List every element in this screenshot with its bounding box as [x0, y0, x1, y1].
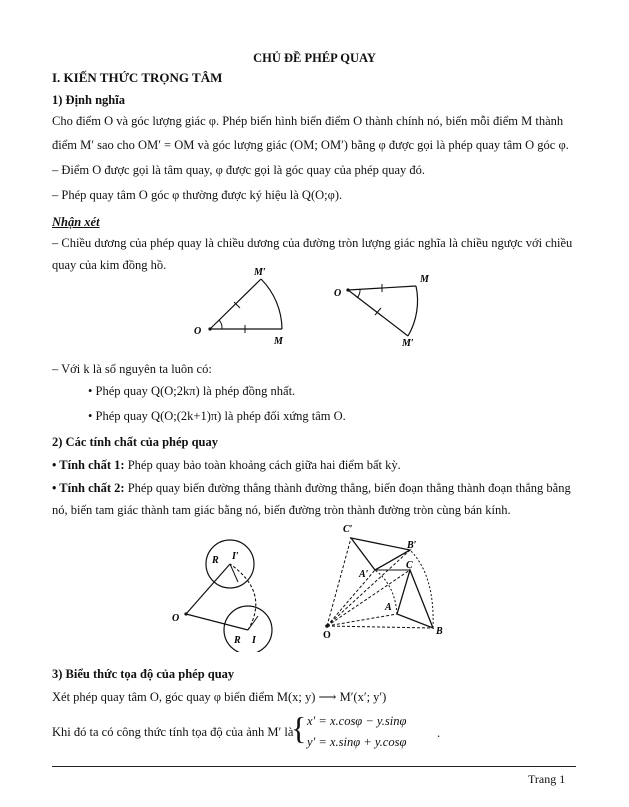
note-title: Nhận xét [52, 215, 100, 229]
fig2-label-m: M [420, 274, 429, 285]
subheading-definition: 1) Định nghĩa [52, 93, 125, 107]
fig4-label-bprime: B′ [407, 540, 417, 551]
page-number: Trang 1 [528, 772, 566, 786]
fig3-label-r-top: R [212, 555, 219, 566]
property-1-text: Phép quay bảo toàn khoảng cách giữa hai điểm bất kỳ. [127, 458, 401, 472]
definition-line-1: Cho điểm O và góc lượng giác φ. Phép biến hình biến điểm O thành chính nó, biến mỗi điểm M thành [52, 114, 564, 128]
bullet-notation: – Phép quay tâm O góc φ thường được ký hiệu là Q(O;φ). [52, 188, 343, 202]
section-heading-1: I. KIẾN THỨC TRỌNG TÂM [52, 70, 223, 85]
fig4-label-aprime: A′ [359, 569, 369, 580]
formula-period: . [437, 726, 441, 740]
fig4-label-o: O [323, 630, 331, 641]
fig3-label-r-bottom: R [234, 635, 241, 646]
fig2-label-o: O [334, 288, 342, 299]
formula-brace: { [291, 710, 307, 746]
fig4-label-a: A [385, 602, 392, 613]
subheading-properties: 2) Các tính chất của phép quay [52, 435, 218, 449]
property-2-label: • Tính chất 2: [52, 481, 125, 495]
fig4-label-b: B [436, 626, 443, 637]
fig1-label-mprime: M′ [254, 267, 266, 278]
property-1 [52, 457, 401, 473]
formula-x: x′ = x.cosφ − y.sinφ [307, 714, 407, 728]
property-1-label: • Tính chất 1: [52, 458, 125, 472]
k-intro: – Với k là số nguyên ta luôn có: [52, 362, 212, 376]
property-2-text: Phép quay biến đường thẳng thành đường thẳng, biến đoạn thẳng thành đoạn thẳng bằng [127, 481, 571, 495]
fig1-label-o: O [194, 326, 202, 337]
footer-divider [52, 766, 576, 767]
note-line-1: – Chiều dương của phép quay là chiều dương của đường tròn lượng giác nghĩa là chiều ngược với chiều [52, 236, 573, 250]
fig2-label-mprime: M′ [402, 338, 414, 348]
doc-title: CHỦ ĐỀ PHÉP QUAY [253, 51, 376, 65]
figure-rotation-negative [330, 268, 440, 348]
fig1-label-m: M [274, 336, 283, 347]
fig3-label-o: O [172, 613, 180, 624]
k-item-central-symmetry: • Phép quay Q(O;(2k+1)π) là phép đối xứng tâm O. [88, 409, 346, 423]
fig4-label-c: C [406, 560, 413, 571]
fig3-label-i: I [252, 635, 256, 646]
figure-circle-rotation [160, 522, 300, 652]
coordinate-line-1: Xét phép quay tâm O, góc quay φ biến điểm M(x; y) ⟶ M′(x′; y′) [52, 690, 387, 704]
property-2 [52, 480, 571, 496]
fig4-label-cprime: C′ [343, 524, 353, 535]
property-2-line-2: nó, biến tam giác thành tam giác bằng nó, biến đường tròn thành đường tròn cùng bán kính. [52, 503, 511, 517]
fig3-label-iprime: I′ [232, 551, 239, 562]
figure-rotation-positive [190, 262, 310, 350]
k-item-identity: • Phép quay Q(O;2kπ) là phép đồng nhất. [88, 384, 296, 398]
bullet-center: – Điểm O được gọi là tâm quay, φ được gọi là góc quay của phép quay đó. [52, 163, 426, 177]
note-line-2: quay của kim đồng hồ. [52, 258, 167, 272]
subheading-coordinates: 3) Biểu thức tọa độ của phép quay [52, 667, 235, 681]
coordinate-line-2: Khi đó ta có công thức tính tọa độ của ảnh M′ là [52, 725, 294, 739]
figure-triangle-rotation [315, 520, 460, 650]
definition-line-2: điểm M′ sao cho OM′ = OM và góc lượng giác (OM; OM′) bằng φ được gọi là phép quay tâm O góc φ. [52, 138, 569, 152]
formula-y: y′ = x.sinφ + y.cosφ [307, 735, 407, 749]
